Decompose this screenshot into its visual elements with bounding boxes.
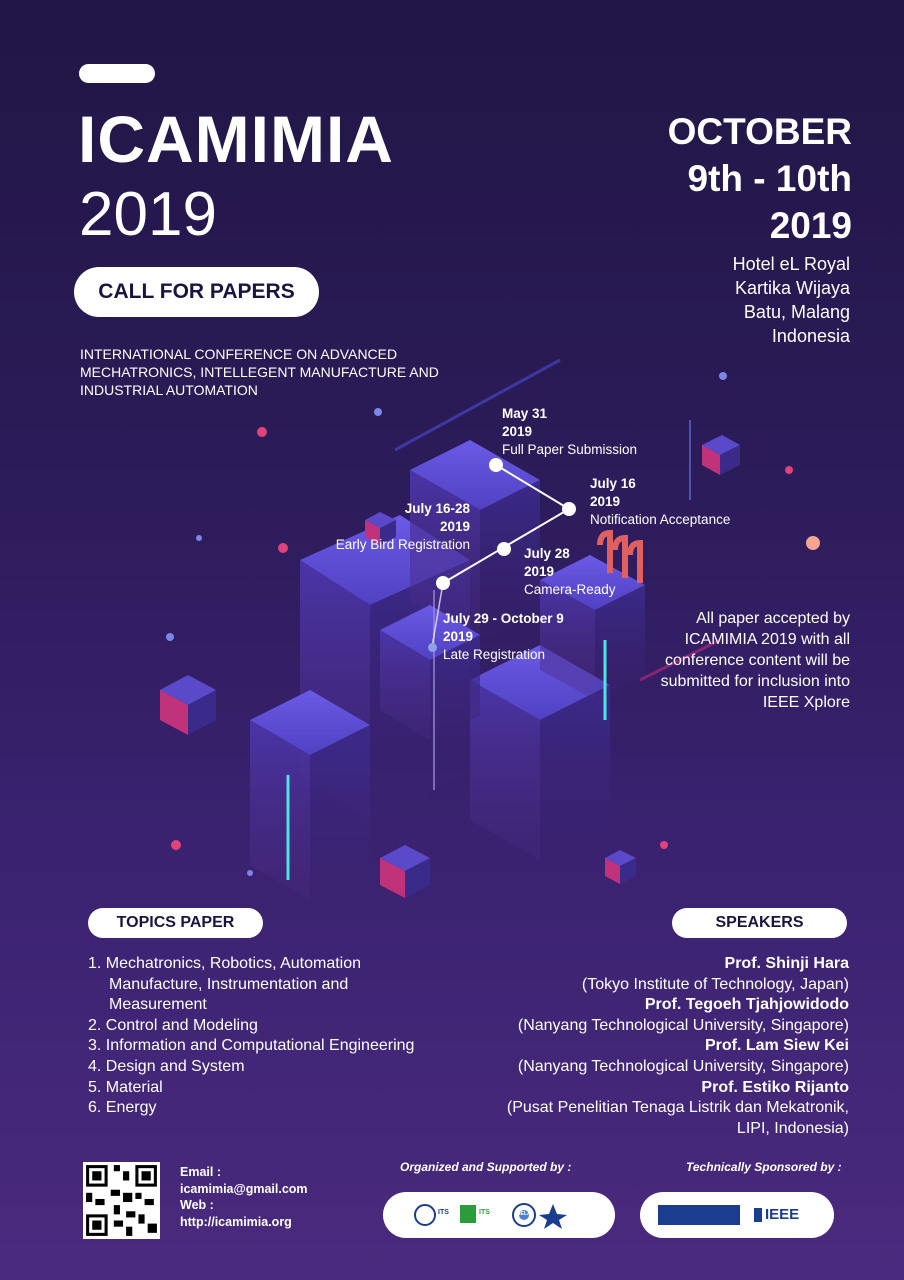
page-title: ICAMIMIA [78, 102, 394, 176]
venue [733, 252, 850, 348]
call-for-papers-badge: CALL FOR PAPERS [74, 267, 319, 317]
speaker-affiliation: (Pusat Penelitian Tenaga Listrik dan Mekatronik, LIPI, Indonesia) [506, 1099, 849, 1137]
decorative-pill [79, 64, 155, 83]
email-link[interactable]: icamimia@gmail.com [180, 1181, 308, 1196]
milestone-date: May 31 [502, 406, 548, 421]
milestone-label: Camera-Ready [524, 582, 616, 597]
timeline-dot-4 [436, 576, 450, 590]
event-date [668, 108, 852, 249]
topic-item: 2. Control and Modeling [88, 1016, 258, 1034]
milestone-year: 2019 [524, 564, 555, 579]
organized-label: Organized and Supported by : [400, 1160, 572, 1174]
milestone-late-registration [443, 610, 564, 664]
ieee-xplore-note: All paper accepted by ICAMIMIA 2019 with all conference content will be submitted for inclusion into IEEE Xplore [660, 610, 850, 711]
topic-item: 3. Information and Computational Engineering [88, 1037, 415, 1055]
milestone-label: Early Bird Registration [335, 537, 470, 552]
milestone-label: Full Paper Submission [502, 442, 638, 457]
topic-item: 4. Design and System [88, 1057, 245, 1075]
speaker-affiliation: (Nanyang Technological University, Singapore) [517, 1016, 849, 1034]
speaker-name: Prof. Shinji Hara [724, 955, 849, 972]
event-month: OCTOBER [667, 111, 852, 152]
sponsored-label: Technically Sponsored by : [686, 1160, 842, 1174]
sponsor-logos-graphic [640, 1192, 834, 1238]
contact-info [180, 1164, 308, 1230]
milestone-year: 2019 [590, 494, 621, 509]
milestone-year: 2019 [439, 519, 470, 534]
speaker-name: Prof. Lam Siew Kei [704, 1037, 849, 1055]
milestone-date: July 16 [590, 476, 636, 491]
topic-item: 5. Material [88, 1078, 163, 1096]
qr-code-icon [83, 1162, 160, 1239]
sponsor-logos [640, 1192, 834, 1238]
milestone-date: July 28 [524, 546, 570, 561]
ieee-logo: IEEE [765, 1206, 800, 1223]
qr-code[interactable] [83, 1162, 160, 1239]
milestone-full-paper [502, 405, 637, 459]
milestone-year: 2019 [443, 629, 474, 644]
topics-heading: TOPICS PAPER [88, 908, 263, 938]
milestone-date: July 16-28 [404, 501, 470, 516]
speaker-name: Prof. Tegoeh Tjahjowidodo [644, 996, 849, 1014]
timeline-dot-3 [497, 542, 511, 556]
topic-item: 1. Mechatronics, Robotics, Automation Manufacture, Instrumentation and Measurement [88, 955, 362, 1014]
venue-line: Batu, Malang [743, 302, 850, 322]
milestone-year: 2019 [502, 424, 533, 439]
topic-item: 6. Energy [88, 1099, 157, 1117]
speakers-heading: SPEAKERS [672, 908, 847, 938]
its-logo-text: ITS [438, 1209, 449, 1216]
milestone-date: July 29 - October 9 [443, 611, 564, 626]
speakers-list [429, 954, 849, 1139]
its-campus-logo-text: ITS [479, 1209, 490, 1216]
organizer-logos-graphic [383, 1192, 615, 1238]
speaker-affiliation: (Tokyo Institute of Technology, Japan) [581, 975, 849, 993]
venue-line: Hotel eL Royal [732, 254, 850, 274]
web-label: Web : [180, 1198, 214, 1212]
organizer-logos [383, 1192, 615, 1238]
event-days: 9th - 10th [687, 158, 852, 199]
nela-logo-text: NELA [517, 1211, 531, 1217]
speaker-affiliation: (Nanyang Technological University, Singapore) [517, 1057, 849, 1075]
web-link[interactable]: http://icamimia.org [180, 1214, 292, 1229]
milestone-notification [590, 475, 730, 529]
milestone-label: Late Registration [443, 647, 546, 662]
email-label: Email : [180, 1165, 221, 1179]
timeline-dot-2 [562, 502, 576, 516]
venue-line: Indonesia [771, 326, 850, 346]
timeline-dot-5 [428, 643, 437, 652]
venue-line: Kartika Wijaya [734, 278, 850, 298]
milestone-early-bird [318, 500, 470, 554]
milestone-camera-ready [524, 545, 616, 599]
event-year: 2019 [769, 205, 852, 246]
speaker-name: Prof. Estiko Rijanto [701, 1078, 849, 1096]
topics-list [88, 954, 418, 1119]
conference-subtitle: INTERNATIONAL CONFERENCE ON ADVANCED MECHATRONICS, INTELLEGENT MANUFACTURE AND INDUSTRIAL AUTOMATION [80, 346, 439, 398]
page-year: 2019 [79, 180, 217, 249]
milestone-label: Notification Acceptance [590, 512, 731, 527]
timeline-dot-1 [489, 458, 503, 472]
